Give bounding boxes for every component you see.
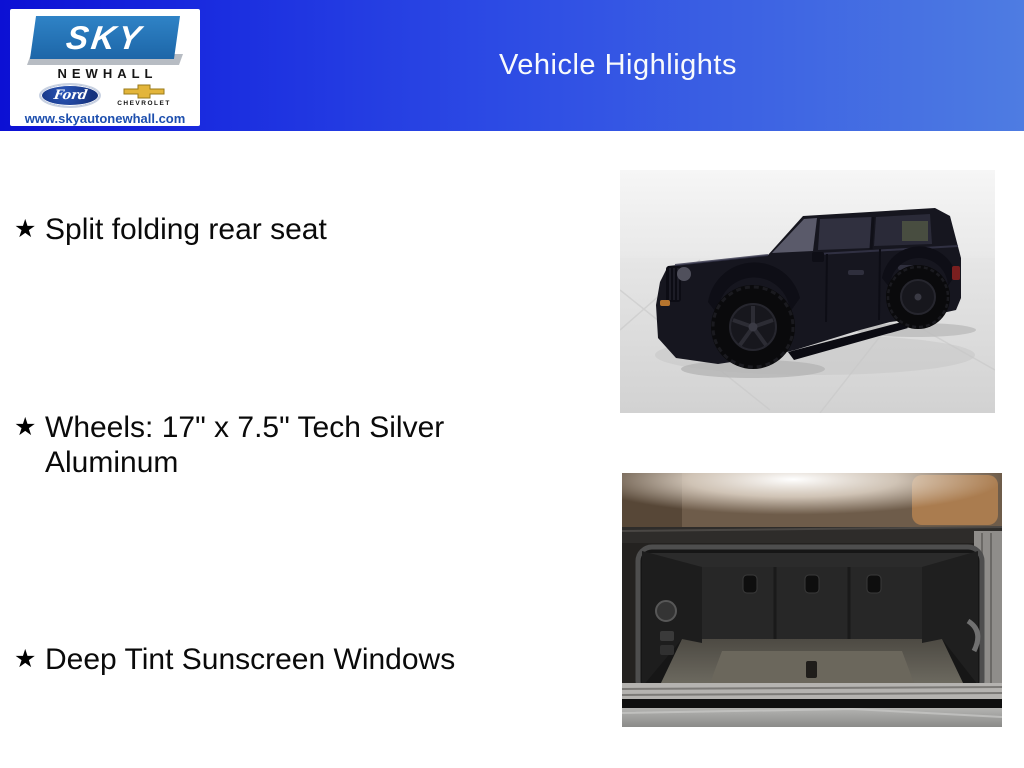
highlight-item bbox=[14, 212, 484, 247]
chevrolet-bowtie-icon bbox=[122, 84, 166, 99]
star-icon: ★ bbox=[14, 215, 37, 243]
sky-logo-box bbox=[30, 16, 180, 59]
page-title: Vehicle Highlights bbox=[499, 49, 737, 81]
highlight-item bbox=[14, 410, 484, 480]
header-bar bbox=[0, 0, 1024, 131]
highlight-label: Wheels: 17" x 7.5" Tech Silver Aluminum bbox=[45, 411, 445, 479]
star-icon: ★ bbox=[14, 413, 37, 441]
highlight-label: Deep Tint Sunscreen Windows bbox=[45, 643, 456, 676]
sky-brand-text: SKY bbox=[63, 19, 147, 56]
highlight-label: Split folding rear seat bbox=[45, 213, 327, 246]
dealer-logo bbox=[10, 9, 200, 126]
brand-badges bbox=[39, 83, 171, 109]
vehicle-cargo-photo bbox=[622, 473, 1002, 727]
sky-logo bbox=[27, 16, 183, 63]
dealer-website-text: www.skyautonewhall.com bbox=[24, 111, 186, 126]
chevrolet-logo-text: CHEVROLET bbox=[117, 100, 171, 108]
highlight-item bbox=[14, 642, 484, 677]
chevrolet-badge bbox=[117, 84, 171, 107]
dealer-location-text: NEWHALL bbox=[57, 65, 158, 81]
ford-logo-text: Ford bbox=[52, 88, 89, 104]
star-icon: ★ bbox=[14, 645, 37, 673]
vehicle-exterior-photo bbox=[620, 170, 995, 413]
ford-logo-icon bbox=[39, 83, 101, 108]
